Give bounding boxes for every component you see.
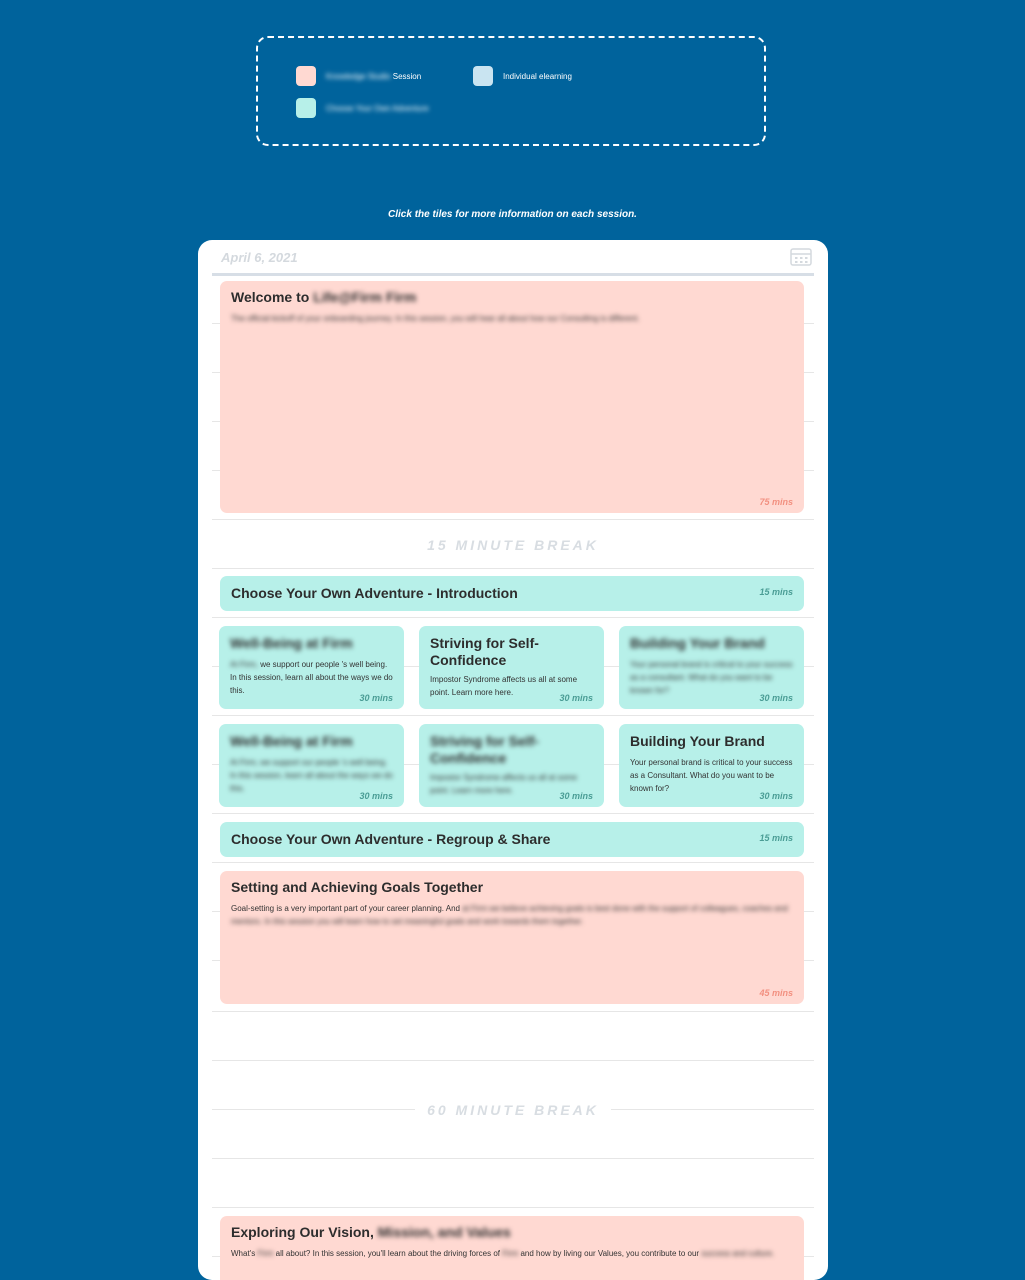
tile-title: Striving for Self-Confidence: [430, 635, 539, 668]
legend-blurred-label: Choose Your Own Adventure: [326, 103, 429, 113]
session-tile-goals[interactable]: [220, 871, 804, 1004]
tile-description-text: all about? In this session, you'll learn about the driving forces of: [275, 1249, 500, 1258]
session-tile-vision[interactable]: [220, 1216, 804, 1280]
tile-description-blurred: Firm: [502, 1249, 519, 1258]
session-tile-self-confidence[interactable]: [419, 724, 604, 807]
tile-title-text: Welcome to: [231, 289, 310, 305]
legend-blurred-label: Knowledge Studio: [326, 71, 391, 81]
time-gridline: [212, 813, 814, 814]
time-gridline: [212, 1158, 814, 1159]
tile-description-text: Goal-setting is a very important part of your career planning. And: [231, 904, 461, 913]
tile-description-blurred: success and culture.: [701, 1249, 775, 1258]
tile-title: Building Your Brand: [630, 635, 765, 651]
session-tile-cyoa-regroup[interactable]: [220, 822, 804, 857]
session-tile-self-confidence[interactable]: [419, 626, 604, 709]
instruction-text: Click the tiles for more information on each session.: [388, 209, 637, 220]
tile-duration: 30 mins: [759, 693, 793, 703]
tile-title: [231, 289, 793, 306]
time-gridline: [212, 862, 814, 863]
time-gridline: [212, 617, 814, 618]
schedule-date: April 6, 2021: [221, 250, 298, 265]
session-tile-cyoa-intro[interactable]: [220, 576, 804, 611]
tile-description-text: we support our people 's well being. In this session, learn all about the ways we do this.: [230, 660, 393, 695]
legend-item-cyoa: [296, 98, 429, 118]
calendar-icon[interactable]: [790, 248, 812, 266]
legend-label: Individual elearning: [503, 71, 572, 81]
session-tile-brand[interactable]: [619, 724, 804, 807]
tile-title-blurred: Life@Firm Firm: [313, 289, 417, 305]
tile-title: Choose Your Own Adventure - Regroup & Share: [231, 831, 551, 847]
tile-title: Building Your Brand: [630, 733, 765, 749]
tile-title: Well-Being at Firm: [230, 635, 353, 651]
time-gridline: [212, 715, 814, 716]
tile-duration: 45 mins: [759, 988, 793, 998]
break-label: [212, 1102, 814, 1118]
tile-duration: 75 mins: [759, 497, 793, 507]
tile-description-blurred: At Firm,: [230, 660, 258, 669]
tile-title: [231, 1224, 793, 1241]
tile-description-blurred: Firm: [257, 1249, 274, 1258]
legend-swatch-pink: [296, 66, 316, 86]
tile-title-text: Exploring Our Vision,: [231, 1224, 374, 1240]
time-gridline: [212, 1011, 814, 1012]
tile-description: Your personal brand is critical to your success as a Consultant. What do you want to be known for?: [630, 758, 793, 793]
tile-title-blurred: Mission, and Values: [377, 1224, 511, 1240]
tile-title: Choose Your Own Adventure - Introduction: [231, 585, 518, 601]
tile-description: Your personal brand is critical to your success as a consultant. What do you want to be known for?: [630, 660, 793, 695]
tile-duration: 30 mins: [759, 791, 793, 801]
session-tile-welcome[interactable]: [220, 281, 804, 513]
break-label: [212, 537, 814, 553]
tile-duration: 30 mins: [359, 791, 393, 801]
time-gridline: [212, 1207, 814, 1208]
session-type-legend: [256, 36, 766, 146]
tile-description-text: What's: [231, 1249, 256, 1258]
legend-swatch-teal: [296, 98, 316, 118]
time-gridline: [212, 519, 814, 520]
tile-title: Striving for Self-Confidence: [430, 733, 539, 766]
break-text: 60 MINUTE BREAK: [415, 1102, 611, 1118]
break-text: 15 MINUTE BREAK: [415, 537, 611, 553]
tile-description: The official kickoff of your onboarding journey. In this session, you will hear all about how our Consulting is different.: [231, 314, 640, 323]
tile-description-blurred: at Firm we believe achieving goals is best done with the support of colleagues, coaches and mentors. In this session you will learn how to set meaningful goals and work towards them together.: [231, 904, 788, 926]
tile-duration: 15 mins: [759, 587, 793, 597]
legend-item-session: [296, 66, 421, 86]
tile-duration: 15 mins: [759, 833, 793, 843]
time-gridline: [212, 568, 814, 569]
tile-title: Setting and Achieving Goals Together: [231, 879, 484, 895]
tile-description-text: and how by living our Values, you contribute to our: [520, 1249, 700, 1258]
tile-duration: 30 mins: [559, 693, 593, 703]
tile-description: Impostor Syndrome affects us all at some point. Learn more here.: [430, 773, 578, 795]
legend-item-elearning: [473, 66, 572, 86]
tile-description: [231, 902, 793, 928]
tile-description: [231, 1247, 793, 1260]
tile-description: [230, 658, 393, 697]
legend-label: Session: [392, 71, 422, 81]
tile-description: Impostor Syndrome affects us all at some point. Learn more here.: [430, 675, 578, 697]
schedule-header: [212, 240, 814, 276]
tile-duration: 30 mins: [359, 693, 393, 703]
tile-description: At Firm, we support our people 's well being. In this session, learn all about the ways we do this.: [230, 758, 393, 793]
time-gridline: [212, 1060, 814, 1061]
tile-duration: 30 mins: [559, 791, 593, 801]
session-tile-brand[interactable]: [619, 626, 804, 709]
legend-swatch-blue: [473, 66, 493, 86]
schedule-card: [198, 240, 828, 1280]
session-tile-wellbeing[interactable]: [219, 724, 404, 807]
tile-title: Well-Being at Firm: [230, 733, 353, 749]
session-tile-wellbeing[interactable]: [219, 626, 404, 709]
